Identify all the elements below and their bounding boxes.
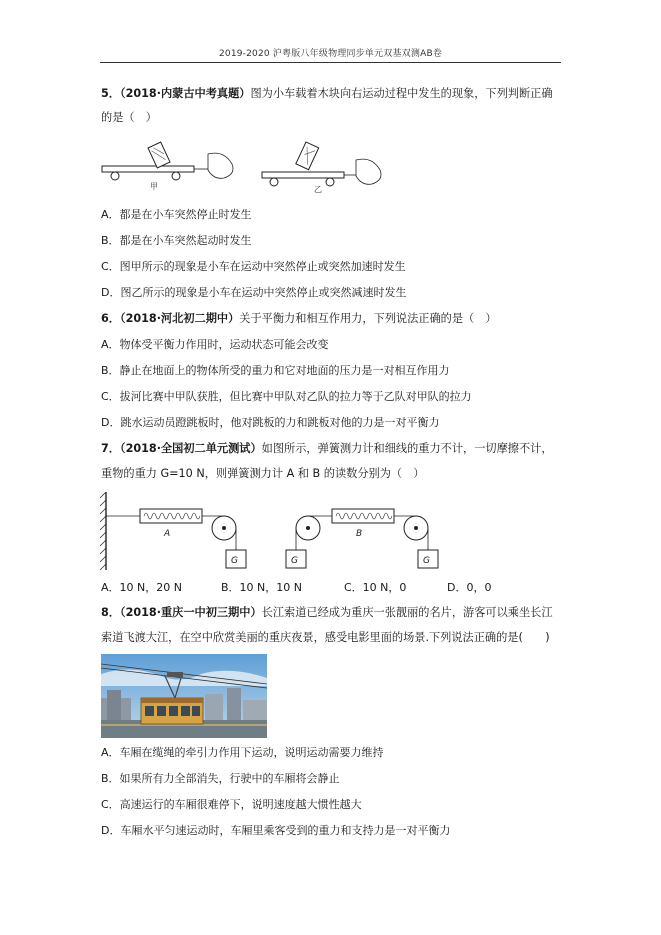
header-divider — [100, 62, 561, 63]
question-7-option-c: C．10 N，0 — [344, 581, 407, 594]
question-8-stem-2: 索道飞渡大江，在空中欣赏美丽的重庆夜景，感受电影里面的场景.下列说法正确的是( ) — [101, 631, 550, 644]
question-7-line-1 — [101, 441, 553, 457]
question-5-stem-2: 的是（ ） — [101, 111, 157, 124]
question-8-line-1 — [101, 605, 553, 621]
spring-scale-figure — [100, 490, 450, 572]
cart-figure — [100, 134, 400, 194]
question-5-option-d: D．图乙所示的现象是小车在运动中突然停止或突然减速时发生 — [101, 286, 407, 299]
question-7-stem-2: 重物的重力 G=10 N，则弹簧测力计 A 和 B 的读数分别为（ ） — [101, 467, 425, 480]
question-8-option-a: A．车厢在缆绳的牵引力作用下运动，说明运动需要力维持 — [101, 746, 384, 759]
question-8-number: 8． — [101, 606, 120, 619]
question-5-option-c: C．图甲所示的现象是小车在运动中突然停止或突然加速时发生 — [101, 260, 406, 273]
question-6-option-b: B．静止在地面上的物体所受的重力和它对地面的压力是一对相互作用力 — [101, 364, 450, 377]
question-5-stem: 图为小车载着木块向右运动过程中发生的现象，下列判断正确 — [250, 87, 553, 100]
question-6-option-d: D．跳水运动员蹬跳板时，他对跳板的力和跳板对他的力是一对平衡力 — [101, 416, 440, 429]
weight-b-right-label: G — [423, 556, 430, 566]
question-6-stem: 关于平衡力和相互作用力，下列说法正确的是（ ） — [239, 312, 497, 325]
question-8-stem: 长江索道已经成为重庆一张靓丽的名片，游客可以乘坐长江 — [261, 606, 553, 619]
question-6-line-1 — [101, 311, 497, 327]
setup-a — [100, 492, 246, 570]
cart-b-label: 乙 — [314, 185, 322, 194]
question-8-option-d: D．车厢水平匀速运动时，车厢里乘客受到的重力和支持力是一对平衡力 — [101, 824, 451, 837]
weight-b-left-label: G — [291, 556, 298, 566]
question-7-options — [101, 580, 491, 596]
question-8-option-b: B．如果所有力全部消失，行驶中的车厢将会静止 — [101, 772, 340, 785]
question-7-option-b: B．10 N，10 N — [221, 581, 302, 594]
question-6-option-c: C．拔河比赛中甲队获胜，但比赛中甲队对乙队的拉力等于乙队对甲队的拉力 — [101, 390, 472, 403]
weight-a-label: G — [231, 556, 238, 566]
question-5-option-b: B．都是在小车突然起动时发生 — [101, 234, 252, 247]
cart-b — [262, 142, 381, 186]
question-6-source: （2018·河北初二期中） — [119, 312, 240, 325]
cart-a-label: 甲 — [150, 182, 158, 191]
question-7-option-d: D．0，0 — [447, 581, 492, 594]
question-5-line-1 — [101, 86, 553, 102]
question-5-number: 5． — [101, 87, 120, 100]
question-8-source: （2018·重庆一中初三期中） — [119, 606, 262, 619]
question-7-source: （2018·全国初二单元测试） — [119, 442, 262, 455]
question-7-number: 7． — [101, 442, 120, 455]
scale-a-label: A — [164, 529, 171, 539]
question-7-option-a: A．10 N，20 N — [101, 581, 182, 594]
question-5-option-a: A．都是在小车突然停止时发生 — [101, 208, 252, 221]
question-5-source: （2018·内蒙古中考真题） — [119, 87, 251, 100]
page-header: 2019-2020 沪粤版八年级物理同步单元双基双测AB卷 — [218, 49, 443, 59]
question-6-option-a: A．物体受平衡力作用时，运动状态可能会改变 — [101, 338, 329, 351]
cart-a — [102, 142, 233, 180]
question-6-number: 6． — [101, 312, 120, 325]
scale-b-label: B — [356, 529, 363, 539]
question-7-stem: 如图所示，弹簧测力计和细线的重力不计，一切摩擦不计， — [261, 442, 553, 455]
question-8-option-c: C．高速运行的车厢很难停下，说明速度越大惯性越大 — [101, 798, 362, 811]
cable-car-photo — [101, 654, 267, 738]
